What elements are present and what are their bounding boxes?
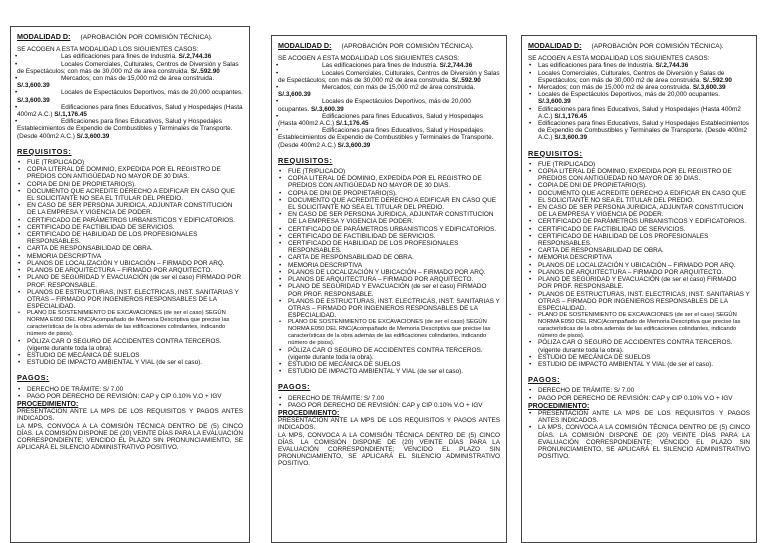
list-item: • PLANO DE SEGURIDAD Y EVACUACIÓN (de ser el caso) FIRMADO POR PROF. RESPONSABLE. bbox=[17, 274, 243, 288]
list-item: • PRESENTACIÓN ANTE LA MPS DE LOS REQUISITOS Y PAGOS ANTES INDICADOS. bbox=[528, 410, 750, 424]
list-item: • CARTA DE RESPONSABILIDAD DE OBRA. bbox=[278, 254, 500, 261]
list-item: • PAGO POR DERECHO DE REVISIÓN: CAP y CIP 0.10% V.O + IGV bbox=[528, 395, 750, 402]
pagos-title: PAGOS: bbox=[278, 382, 311, 392]
modalidad-header bbox=[278, 42, 500, 50]
list-item: • Las edificaciones para fines de Industria. S/.2,744.36 bbox=[17, 53, 243, 60]
list-item: • FUE (TRIPLICADO) bbox=[528, 161, 750, 168]
list-item: • PLANO DE SOSTENIMIENTO DE EXCAVACIONES (de ser el caso) SEGÚN NORMA E050 DEL RNC(Acompañado de Memoria Descriptiva que precise las características de la obra además de las edificaciones colindantes, indicando número de pisos). bbox=[528, 312, 750, 339]
aprobacion-note: (APROBACIÓN POR COMISIÓN TÉCNICA). bbox=[591, 43, 724, 50]
list-item: • CERTIFICADO DE PARÁMETROS URBANISTICOS Y EDIFICATORIOS. bbox=[528, 218, 750, 225]
list-item: • FUE (TRIPLICADO) bbox=[278, 168, 500, 175]
list-item: • LA MPS, CONVOCA A LA COMISIÓN TÉCNICA DENTRO DE (5) CINCO DÍAS. LA COMISIÓN DISPONE DE (20) VEINTE DÍAS PARA LA EVALUACIÓN CORRESPONDIENTE; VENCIDO EL PLAZO SIN PRONUNCIAMIENTO, SE APLICARÁ EL SILENCIO ADMINISTRATIVO POSITIVO. bbox=[528, 424, 750, 460]
list-item: • CERTIFICADO DE FACTIBILIDAD DE SERVICIOS. bbox=[278, 233, 500, 240]
list-item: • CERTIFICADO DE HABILIDAD DE LOS PROFESIONALES RESPONSABLES. bbox=[17, 231, 243, 245]
list-item: • CERTIFICADO DE HABILIDAD DE LOS PROFESIONALES RESPONSABLES. bbox=[528, 233, 750, 247]
procedimiento-title: PROCEDIMIENTO: bbox=[528, 402, 590, 410]
list-item: • PÓLIZA CAR O SEGURO DE ACCIDENTES CONTRA TERCEROS. (vigente durante toda la obra). bbox=[17, 338, 243, 352]
list-item: • Edificaciones para fines Educativos, Salud y Hospedajes Establecimientos de Expendio de Combustibles y Terminales de Transporte. (Desde 400m2 A.C.) S/.3,600.39 bbox=[278, 127, 500, 149]
list-item: • COPIA DE DNI DE PROPIETARIO(S). bbox=[17, 181, 243, 188]
pagos-list bbox=[17, 386, 243, 400]
list-item: • PAGO POR DERECHO DE REVISIÓN: CAP y CIP 0.10% V.O + IGV bbox=[278, 402, 500, 409]
list-item: • CARTA DE RESPONSABILIDAD DE OBRA. bbox=[17, 245, 243, 252]
list-item: • DERECHO DE TRÁMITE: S/ 7.00 bbox=[278, 395, 500, 402]
document-page-3 bbox=[521, 35, 757, 543]
list-item: • Locales Comerciales, Culturales, Centros de Diversión y Salas de Espectáculos; con más de 30,000 m2 de área construida. S/..592.90 bbox=[17, 61, 243, 75]
requisitos-list bbox=[278, 168, 500, 375]
pagos-list bbox=[278, 395, 500, 409]
procedimiento-title: PROCEDIMIENTO: bbox=[17, 400, 79, 408]
list-item: • PLANO DE SOSTENIMIENTO DE EXCAVACIONES (de ser el caso) SEGÚN NORMA E050 DEL RNC(Acompañado de Memoria Descriptiva que precise las características de la obra además de las edificaciones colindantes, indicando número de pisos). bbox=[17, 310, 243, 337]
list-item: • EN CASO DE SER PERSONA JURIDICA, ADJUNTAR CONSTITUCION DE LA EMPRESA Y VIGENCIA DE PODER. bbox=[17, 202, 243, 216]
list-item: • EN CASO DE SER PERSONA JURIDICA, ADJUNTAR CONSTITUCION DE LA EMPRESA Y VIGENCIA DE PODER. bbox=[278, 211, 500, 225]
list-item: • MEMORIA DESCRIPTIVA bbox=[278, 262, 500, 269]
list-item: • Mercados; con más de 15,000 m2 de área construida. S/.3,600.39 bbox=[17, 75, 243, 89]
list-item: • DOCUMENTO QUE ACREDITE DERECHO A EDIFICAR EN CASO QUE EL SOLICITANTE NO SEA EL TITULAR DEL PREDIO. bbox=[278, 197, 500, 211]
procedimiento-step: LA MPS, CONVOCA A LA COMISIÓN TÉCNICA DENTRO DE (5) CINCO DÍAS. LA COMISIÓN DISPONE DE (20) VEINTE DÍAS PARA LA EVALUACIÓN CORRESPONDIENTE; VENCIDO EL PLAZO SIN PRONUNCIAMIENTO, SE APLICARÁ EL SILENCIO ADMINISTRATIVO POSITIVO. bbox=[17, 422, 243, 452]
list-item: • Mercados; con más de 15,000 m2 de área construida. S/.3,600.39 bbox=[278, 84, 500, 98]
list-item: • CERTIFICADO DE PARÁMETROS URBANISTICOS Y EDIFICATORIOS. bbox=[278, 226, 500, 233]
list-item: • DOCUMENTO QUE ACREDITE DERECHO A EDIFICAR EN CASO QUE EL SOLICITANTE NO SEA EL TITULAR DEL PREDIO. bbox=[17, 188, 243, 202]
list-item: • PLANO DE SEGURIDAD Y EVACUACIÓN (de ser el caso) FIRMADO POR PROF. RESPONSABLE. bbox=[528, 276, 750, 290]
list-item: • ESTUDIO DE MECÁNICA DE SUELOS bbox=[17, 352, 243, 359]
list-item: • Edificaciones para fines Educativos, Salud y Hospedajes (Hasta 400m2 A.C.) S/.1,176.45 bbox=[278, 113, 500, 127]
procedimiento-list bbox=[528, 410, 750, 460]
list-item: • MEMORIA DESCRIPTIVA bbox=[17, 253, 243, 260]
list-item: • Locales Comerciales, Culturales, Centros de Diversión y Salas de Espectáculos; con más de 30,000 m2 de área construida. S/..592.90 bbox=[528, 70, 750, 84]
list-item: • Edificaciones para fines Educativos, Salud y Hospedajes Establecimientos de Expendio de Combustibles y Terminales de Transporte. (Desde 400m2 A.C.) S/.3,600.39 bbox=[528, 120, 750, 142]
list-item: • CARTA DE RESPONSABILIDAD DE OBRA. bbox=[528, 247, 750, 254]
list-item: • DERECHO DE TRÁMITE: S/ 7.00 bbox=[528, 387, 750, 394]
intro-text: SE ACOGEN A ESTA MODALIDAD LOS SIGUIENTES CASOS: bbox=[17, 46, 199, 54]
list-item: • PLANOS DE ESTRUCTURAS, INST. ELECTRICAS, INST. SANITARIAS Y OTRAS – FIRMADO POR INGENIEROS RESPONSABLES DE LA ESPECIALIDAD. bbox=[278, 298, 500, 320]
intro-text: SE ACOGEN A ESTA MODALIDAD LOS SIGUIENTES CASOS: bbox=[278, 55, 460, 63]
modalidad-list bbox=[278, 62, 500, 148]
list-item: • Locales de Espectáculos Deportivos, más de 20,000 ocupantes. S/.3,600.39 bbox=[278, 98, 500, 112]
aprobacion-note: (APROBACIÓN POR COMISIÓN TÉCNICA). bbox=[80, 34, 213, 41]
procedimiento-step: PRESENTACIÓN ANTE LA MPS DE LOS REQUISITOS Y PAGOS ANTES INDICADOS. bbox=[17, 408, 243, 423]
requisitos-title: REQUISITOS: bbox=[278, 155, 333, 165]
list-item: • Las edificaciones para fines de Industria. S/.2,744.36 bbox=[528, 62, 750, 69]
list-item: • DERECHO DE TRÁMITE: S/ 7.00 bbox=[17, 386, 243, 393]
list-item: • COPIA DE DNI DE PROPIETARIO(S). bbox=[278, 190, 500, 197]
requisitos-title: REQUISITOS: bbox=[528, 148, 583, 158]
list-item: • PLANOS DE ARQUITECTURA – FIRMADO POR ARQUITECTO. bbox=[528, 269, 750, 276]
list-item: • Locales Comerciales, Culturales, Centros de Diversión y Salas de Espectáculos; con más de 30,000 m2 de área construida. S/..592.90 bbox=[278, 70, 500, 84]
list-item: • PLANOS DE ESTRUCTURAS, INST. ELECTRICAS, INST. SANITARIAS Y OTRAS – FIRMADO POR INGENIEROS RESPONSABLES DE LA ESPECIALIDAD. bbox=[528, 291, 750, 313]
aprobacion-note: (APROBACIÓN POR COMISIÓN TÉCNICA). bbox=[341, 43, 474, 50]
list-item: • ESTUDIO DE IMPACTO AMBIENTAL Y VIAL (de ser el caso). bbox=[278, 368, 500, 375]
list-item: • CERTIFICADO DE FACTIBILIDAD DE SERVICIOS. bbox=[528, 226, 750, 233]
list-item: • ESTUDIO DE MECÁNICA DE SUELOS bbox=[278, 361, 500, 368]
modalidad-header bbox=[17, 33, 243, 41]
list-item: • PLANOS DE ARQUITECTURA – FIRMADO POR ARQUITECTO. bbox=[17, 267, 243, 274]
requisitos-list bbox=[528, 161, 750, 368]
list-item: • ESTUDIO DE MECÁNICA DE SUELOS bbox=[528, 354, 750, 361]
list-item: • ESTUDIO DE IMPACTO AMBIENTAL Y VIAL (de ser el caso). bbox=[528, 361, 750, 368]
procedimiento-step: PRESENTACIÓN ANTE LA MPS DE LOS REQUISITOS Y PAGOS ANTES INDICADOS. bbox=[278, 417, 500, 432]
list-item: • CERTIFICADO DE HABILIDAD DE LOS PROFESIONALES RESPONSABLES. bbox=[278, 240, 500, 254]
list-item: • COPIA LITERAL DE DOMINIO, EXPEDIDA POR EL REGISTRO DE PREDIOS CON ANTIGÜEDAD NO MAYOR DE 30 DIAS. bbox=[17, 166, 243, 180]
list-item: • MEMORIA DESCRIPTIVA bbox=[528, 254, 750, 261]
list-item: • Las edificaciones para fines de Industria. S/.2,744.36 bbox=[278, 62, 500, 69]
list-item: • FUE (TRIPLICADO) bbox=[17, 159, 243, 166]
list-item: • COPIA LITERAL DE DOMINIO, EXPEDIDA POR EL REGISTRO DE PREDIOS CON ANTIGÜEDAD NO MAYOR DE 30 DIAS. bbox=[278, 175, 500, 189]
list-item: • CERTIFICADO DE FACTIBILIDAD DE SERVICIOS. bbox=[17, 224, 243, 231]
modalidad-header bbox=[528, 42, 750, 50]
pagos-title: PAGOS: bbox=[17, 373, 50, 383]
modalidad-list bbox=[528, 62, 750, 141]
list-item: • PLANO DE SEGURIDAD Y EVACUACIÓN (de ser el caso) FIRMADO POR PROF. RESPONSABLE. bbox=[278, 283, 500, 297]
list-item: • PÓLIZA CAR O SEGURO DE ACCIDENTES CONTRA TERCEROS. (vigente durante toda la obra). bbox=[278, 347, 500, 361]
intro-text: SE ACOGEN A ESTA MODALIDAD LOS SIGUIENTES CASOS: bbox=[528, 55, 710, 63]
list-item: • PLANOS DE LOCALIZACIÓN Y UBICACIÓN – FIRMADO POR ARQ. bbox=[528, 262, 750, 269]
list-item: • PLANOS DE ESTRUCTURAS, INST. ELECTRICAS, INST. SANITARIAS Y OTRAS – FIRMADO POR INGENIEROS RESPONSABLES DE LA ESPECIALIDAD. bbox=[17, 289, 243, 311]
list-item: • ESTUDIO DE IMPACTO AMBIENTAL Y VIAL (de ser el caso). bbox=[17, 359, 243, 366]
list-item: • Locales de Espectáculos Deportivos, más de 20,000 ocupantes. S/.3,600.39 bbox=[528, 91, 750, 105]
list-item: • EN CASO DE SER PERSONA JURIDICA, ADJUNTAR CONSTITUCION DE LA EMPRESA Y VIGENCIA DE PODER. bbox=[528, 204, 750, 218]
list-item: • Locales de Espectáculos Deportivos, más de 20,000 ocupantes. S/.3,600.39 bbox=[17, 89, 243, 103]
list-item: • PÓLIZA CAR O SEGURO DE ACCIDENTES CONTRA TERCEROS. (vigente durante toda la obra). bbox=[528, 339, 750, 353]
modalidad-title: MODALIDAD D: bbox=[17, 32, 71, 41]
list-item: • COPIA LITERAL DE DOMINIO, EXPEDIDA POR EL REGISTRO DE PREDIOS CON ANTIGÜEDAD NO MAYOR DE 30 DIAS. bbox=[528, 168, 750, 182]
list-item: • DOCUMENTO QUE ACREDITE DERECHO A EDIFICAR EN CASO QUE EL SOLICITANTE NO SEA EL TITULAR DEL PREDIO. bbox=[528, 190, 750, 204]
list-item: • Edificaciones para fines Educativos, Salud y Hospedajes (Hasta 400m2 A.C.) S/.1,176.45 bbox=[17, 104, 243, 118]
list-item: • CERTIFICADO DE PARÁMETROS URBANISTICOS Y EDIFICATORIOS. bbox=[17, 217, 243, 224]
list-item: • PLANOS DE ARQUITECTURA – FIRMADO POR ARQUITECTO. bbox=[278, 276, 500, 283]
list-item: • Edificaciones para fines Educativos, Salud y Hospedajes (Hasta 400m2 A.C.) S/.1,176.45 bbox=[528, 106, 750, 120]
requisitos-title: REQUISITOS: bbox=[17, 146, 72, 156]
list-item: • PAGO POR DERECHO DE REVISIÓN: CAP y CIP 0.10% V.O + IGV bbox=[17, 393, 243, 400]
pagos-list bbox=[528, 387, 750, 401]
modalidad-list bbox=[17, 53, 243, 139]
modalidad-title: MODALIDAD D: bbox=[278, 41, 332, 50]
list-item: • PLANOS DE LOCALIZACIÓN Y UBICACIÓN – FIRMADO POR ARQ. bbox=[278, 269, 500, 276]
procedimiento-title: PROCEDIMIENTO: bbox=[278, 409, 340, 417]
list-item: • Mercados; con más de 15,000 m2 de área construida. S/.3,600.39 bbox=[528, 84, 750, 91]
document-page-2 bbox=[271, 35, 507, 543]
pagos-title: PAGOS: bbox=[528, 375, 561, 385]
procedimiento-step: LA MPS, CONVOCA A LA COMISIÓN TÉCNICA DENTRO DE (5) CINCO DÍAS. LA COMISIÓN DISPONE DE (20) VEINTE DÍAS PARA LA EVALUACIÓN CORRESPONDIENTE; VENCIDO EL PLAZO SIN PRONUNCIAMIENTO, SE APLICARÁ EL SILENCIO ADMINISTRATIVO POSITIVO. bbox=[278, 431, 500, 468]
list-item: • PLANO DE SOSTENIMIENTO DE EXCAVACIONES (de ser el caso) SEGÚN NORMA E050 DEL RNC(Acompañado de Memoria Descriptiva que precise las características de la obra además de las edificaciones colindantes, indicando número de pisos). bbox=[278, 319, 500, 346]
list-item: • PLANOS DE LOCALIZACIÓN Y UBICACIÓN – FIRMADO POR ARQ. bbox=[17, 260, 243, 267]
document-page-1 bbox=[10, 26, 250, 543]
modalidad-title: MODALIDAD D: bbox=[528, 41, 582, 50]
requisitos-list bbox=[17, 159, 243, 366]
list-item: • Edificaciones para fines Educativos, Salud y Hospedajes Establecimientos de Expendio de Combustibles y Terminales de Transporte. (Desde 400m2 A.C.) S/.3,600.39 bbox=[17, 118, 243, 140]
list-item: • COPIA DE DNI DE PROPIETARIO(S). bbox=[528, 182, 750, 189]
